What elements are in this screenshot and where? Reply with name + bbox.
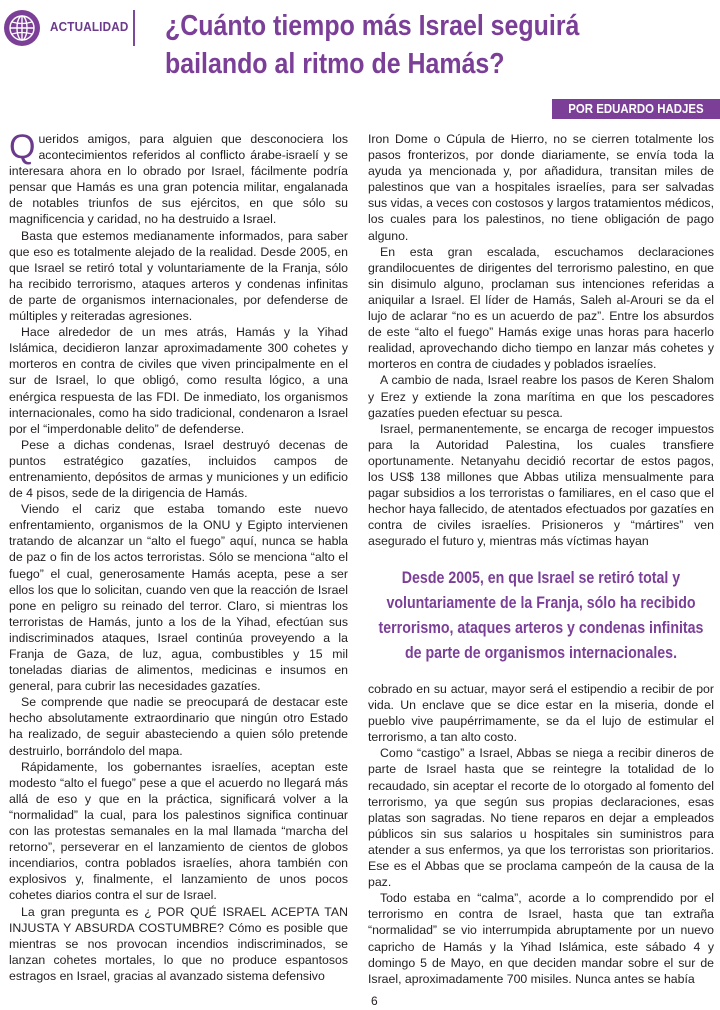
paragraph-text: ueridos amigos, para alguien que desconociera los acontecimientos referidos al conflicto árabe-israelí y se interesara ahora en lo obrado por Israel, fácilmente podría pensar que Hamás es una gran potencia militar, engalanada de notables triunfos de sus ejércitos, en que sólo su magnificencia y caridad, no ha destruido a Israel.: [9, 132, 348, 227]
paragraph: Rápidamente, los gobernantes israelíes, aceptan este modesto “alto el fuego” pese a que el acuerdo no llegará más allá de eso y que en la práctica, significará volver a la “normalidad” la cual, para los palestinos significa continuar con las protestas semanales en la mal llamada “marcha del retorno”, perseverar en el lanzamiento de cientos de globos incendiarios, contra poblados israelíes, ahora también con explosivos y, finalmente, el lanzamiento de unos pocos cohetes diarios contra el sur de Israel.: [9, 759, 348, 903]
byline: [552, 99, 720, 119]
paragraph: Como “castigo” a Israel, Abbas se niega a recibir dineros de parte de Israel hasta que se reintegre la totalidad de lo recaudado, sin aceptar el recorte de lo otorgado al fomento del terrorismo, ya que según sus propias declaraciones, esas platas son sagradas. No tiene reparos en dejar a empleados públicos sin sus salarios u hospitales sin suministros para atender a sus enfermos, ya que los terroristas son prioritarios. Ese es el Abbas que se proclama campeón de la causa de la paz.: [368, 746, 714, 890]
pull-quote: [368, 566, 714, 666]
paragraph: La gran pregunta es ¿ POR QUÉ ISRAEL ACEPTA TAN INJUSTA Y ABSURDA COSTUMBRE? Cómo es posible que mientras se nos provocan incendios indiscriminados, se lanzan cohetes mortales, lo que no produce espantosos estragos en Israel, gracias al avanzado sistema defensivo: [9, 904, 348, 983]
paragraph: Iron Dome o Cúpula de Hierro, no se cierren totalmente los pasos fronterizos, por donde diariamente, se envía toda la ayuda ya mencionada y, por añadidura, transitan miles de palestinos que van a hospitales israelíes, para ser salvadas sus vidas, a veces con costosos y largos tratamientos médicos, los cuales para los palestinos, no tiene obligación de pago alguno.: [368, 132, 714, 243]
paragraph: Viendo el cariz que estaba tomando este nuevo enfrentamiento, organismos de la ONU y Egipto intervienen tratando de alcanzar un “alto el fuego” aquí, nunca se habla de paz o fin de los actos terroristas. Sólo se menciona “alto el fuego” el cual, generosamente Hamás acepta, pese a ser ellos los que lo solicitan, cuando ven que la reacción de Israel pone en peligro su reinado del terror. Claro, si mientras los terroristas de Hamás, junto a los de la Yihad, efectúan sus indiscriminados ataques, Israel continúa proveyendo a la Franja de Gaza, de luz, agua, combustibles y 15 mil toneladas diarias de alimentos, medicinas e insumos en general, para cubrir las necesidades gazatíes.: [9, 502, 348, 694]
paragraph: cobrado en su actuar, mayor será el estipendio a recibir de por vida. Un enclave que se dice estar en la miseria, donde el pueblo vive paupérrimamente, se da el lujo de estimular el terrorismo, a tan alto costo.: [368, 682, 714, 745]
paragraph: Se comprende que nadie se preocupará de destacar este hecho absolutamente extraordinario que ningún otro Estado ha realizado, de seguir abasteciendo a quien sólo pretende destruirlo, borrándolo del mapa.: [9, 695, 348, 758]
paragraph: Todo estaba en “calma”, acorde a lo comprendido por el terrorismo en contra de Israel, hasta que tan extraña “normalidad” se vio interrumpida abruptamente por un nuevo capricho de Hamás y la Yihad Islámica, este sábado 4 y domingo 5 de Mayo, en que deciden mandar sobre el sur de Israel, aproximadamente 700 misiles. Nunca antes se había: [368, 891, 714, 986]
pull-quote-text: Desde 2005, en que Israel se retiró total y voluntariamente de la Franja, sólo ha recibido terrorismo, ataques arteros y condenas infinitas de parte de organismos internacionales.: [378, 569, 704, 662]
paragraph: Israel, permanentemente, se encarga de recoger impuestos para la Autoridad Palestina, los cuales transfiere oportunamente. Netanyahu decidió recortar de estos pagos, los US$ 138 millones que Abbas utiliza mensualmente para pagar subsidios a los terroristas o familiares, en el caso que el hechor haya fallecido, de atentados efectuados por gazatíes en contra de civiles israelíes. Prisioneros y “mártires” ven asegurado el futuro y, mientras más víctimas hayan: [368, 421, 714, 549]
section-label: ACTUALIDAD: [50, 19, 129, 34]
paragraph: En esta gran escalada, escuchamos declaraciones grandilocuentes de dirigentes del terrorismo palestino, en que sin disimulo alguno, proclaman sus intenciones referidas a aniquilar a Israel. El líder de Hamás, Saleh al-Arouri se da el lujo de aclarar “no es un acuerdo de paz”. Entre los absurdos de este “alto el fuego” Hamás exige unas horas para hacerlo realidad, aprovechando dicho tiempo en lanzar más cohetes y morteros en contra de ciudades y poblados israelíes.: [368, 244, 714, 372]
left-column: [9, 128, 348, 984]
right-column-top: [368, 131, 714, 549]
globe-icon: [3, 9, 41, 47]
paragraph: Hace alrededor de un mes atrás, Hamás y la Yihad Islámica, decidieron lanzar aproximadamente 300 cohetes y morteros en contra de civiles que viven principalmente en el sur de Israel, lo que obligó, como resulta lógico, a una enérgica respuesta de las FDI. De inmediato, los organismos internacionales, como ha sido tradicional, condenaron a Israel por el “imperdonable delito” de defenderse.: [9, 325, 348, 436]
byline-text: POR EDUARDO HADJES: [568, 101, 704, 116]
paragraph: A cambio de nada, Israel reabre los pasos de Keren Shalom y Erez y extiende la zona marítima en que los pescadores gazatíes pueden efectuar su pesca.: [368, 373, 714, 420]
paragraph: Pese a dichas condenas, Israel destruyó decenas de puntos estratégico gazatíes, incluidos campos de entrenamiento, depósitos de armas y municiones y un edificio de 4 pisos, sede de la dirigencia de Hamás.: [9, 437, 348, 501]
paragraph: [9, 128, 348, 228]
article-headline: ¿Cuánto tiempo más Israel seguirá bailando al ritmo de Hamás?: [165, 10, 580, 80]
page-number: 6: [371, 994, 378, 1008]
right-column-bottom: [368, 681, 714, 987]
drop-cap: Q: [9, 128, 36, 166]
section-divider: [133, 10, 135, 46]
paragraph: Basta que estemos medianamente informados, para saber que eso es totalmente alejado de la realidad. Desde 2005, en que Israel se retiró total y voluntariamente de la Franja, sólo ha recibido terrorismo, ataques arteros y condenas infinitas de parte de organismos internacionales, por defenderse de múltiples y reiteradas agresiones.: [9, 228, 348, 324]
